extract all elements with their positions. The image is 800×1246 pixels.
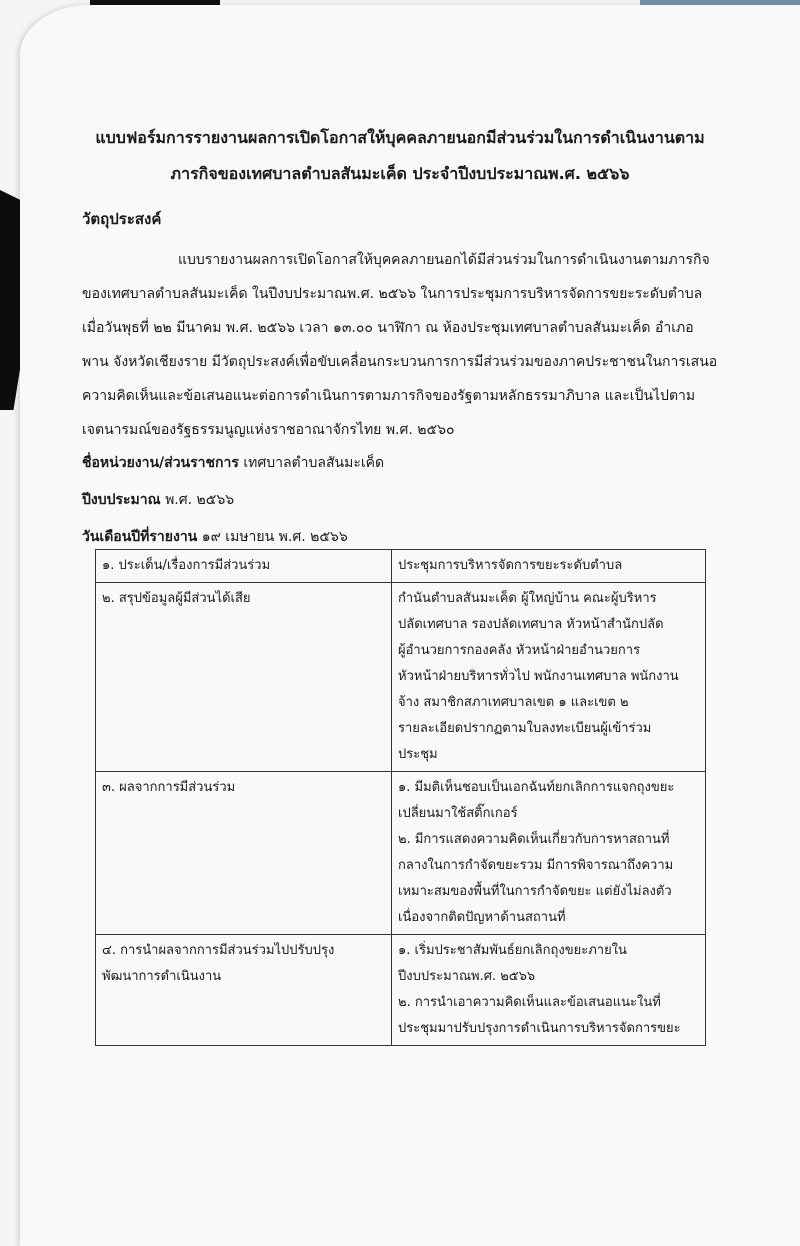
agency-label: ชื่อหน่วยงาน/ส่วนราชการ [82,455,239,471]
document-title-line-2: ภารกิจของเทศบาลตำบลสันมะเค็ด ประจำปีงบประมาณพ.ศ. ๒๕๖๖ [170,164,630,183]
row-content-cell [392,772,706,935]
row-content-line: เปลี่ยนมาใช้สติ๊กเกอร์ [398,806,518,821]
row-content-line: เนื่องจากติดปัญหาด้านสถานที่ [398,910,566,925]
row-content-line: รายละเอียดปรากฏตามใบลงทะเบียนผู้เข้าร่วม [398,721,652,736]
row-label-cell [96,935,392,1046]
row-content-line: ผู้อำนวยการกองคลัง หัวหน้าฝ่ายอำนวยการ [398,643,641,658]
objective-line: เจตนารมณ์ของรัฐธรรมนูญแห่งราชอาณาจักรไทย พ.ศ. ๒๕๖๐ [82,422,455,438]
table-body [96,550,706,1046]
objective-line: พาน จังหวัดเชียงราย มีวัตถุประสงค์เพื่อขับเคลื่อนกระบวนการการมีส่วนร่วมของภาคประชาชนในการเสนอ [82,354,718,370]
table-row [96,583,706,772]
row-content-cell [392,583,706,772]
row-content-line: ๒. มีการแสดงความคิดเห็นเกี่ยวกับการหาสถานที่ [398,832,670,847]
row-label: ๓. ผลจากการมีส่วนร่วม [102,780,236,795]
row-label: ๑. ประเด็น/เรื่องการมีส่วนร่วม [102,558,271,573]
row-content-cell [392,550,706,583]
row-label: ๔. การนำผลจากการมีส่วนร่วมไปปรับปรุงพัฒนาการดำเนินงาน [102,943,335,984]
row-content-line: ประชุมการบริหารจัดการขยะระดับตำบล [398,558,623,573]
objective-line: ของเทศบาลตำบลสันมะเค็ด ในปีงบประมาณพ.ศ. ๒๕๖๖ ในการประชุมการบริหารจัดการขยะระดับตำบล [82,286,703,302]
report-date-value: ๑๙ เมษายน พ.ศ. ๒๕๖๖ [201,529,348,545]
row-content-line: ๒. การนำเอาความคิดเห็นและข้อเสนอแนะในที่ [398,995,661,1010]
row-content-line: หัวหน้าฝ่ายบริหารทั่วไป พนักงานเทศบาล พนักงาน [398,669,679,684]
document-title-line-1: แบบฟอร์มการรายงานผลการเปิดโอกาสให้บุคคลภายนอกมีส่วนร่วมในการดำเนินงานตาม [95,128,705,147]
agency-value: เทศบาลตำบลสันมะเค็ด [243,455,385,471]
fiscal-year-value: พ.ศ. ๒๕๖๖ [165,492,235,508]
agency-field [82,452,384,474]
row-content-line: กำนันตำบลสันมะเค็ด ผู้ใหญ่บ้าน คณะผู้บริหาร [398,591,657,606]
objective-heading: วัตถุประสงค์ [82,210,162,228]
row-content-cell [392,935,706,1046]
report-date-field [82,526,348,548]
objective-line: แบบรายงานผลการเปิดโอกาสให้บุคคลภายนอกได้มีส่วนร่วมในการดำเนินงานตามภารกิจ [178,252,710,268]
table-row [96,550,706,583]
row-content-line: ประชุม [398,747,438,762]
row-content-line: ๑. เริ่มประชาสัมพันธ์ยกเลิกถุงขยะภายใน [398,943,627,958]
row-content-line: กลางในการกำจัดขยะรวม มีการพิจารณาถึงความ [398,858,674,873]
row-label-cell [96,772,392,935]
fiscal-year-label: ปีงบประมาณ [82,492,161,508]
row-content-line: เหมาะสมของพื้นที่ในการกำจัดขยะ แต่ยังไม่ลงตัว [398,884,672,899]
report-date-label: วันเดือนปีที่รายงาน [82,529,198,545]
row-label-cell [96,583,392,772]
row-content-line: ปีงบประมาณพ.ศ. ๒๕๖๖ [398,969,536,984]
participation-table [95,549,706,1046]
row-content-line: ๑. มีมติเห็นชอบเป็นเอกฉันท์ยกเลิกการแจกถุงขยะ [398,780,675,795]
row-label-cell [96,550,392,583]
table-row [96,772,706,935]
table-row [96,935,706,1046]
row-content-line: ประชุมมาปรับปรุงการดำเนินการบริหารจัดการขยะ [398,1021,681,1036]
fiscal-year-field [82,489,234,511]
row-content-line: ปลัดเทศบาล รองปลัดเทศบาล หัวหน้าสำนักปลัด [398,617,664,632]
row-label: ๒. สรุปข้อมูลผู้มีส่วนได้เสีย [102,591,251,606]
row-content-line: จ้าง สมาชิกสภาเทศบาลเขต ๑ และเขต ๒ [398,695,629,710]
objective-line: ความคิดเห็นและข้อเสนอแนะต่อการดำเนินการตามภารกิจของรัฐตามหลักธรรมาภิบาล และเป็นไปตาม [82,388,696,404]
objective-line: เมื่อวันพุธที่ ๒๒ มีนาคม พ.ศ. ๒๕๖๖ เวลา ๑๓.๐๐ นาฬิกา ณ ห้องประชุมเทศบาลตำบลสันมะเค็ด อำเภอ [82,320,694,336]
